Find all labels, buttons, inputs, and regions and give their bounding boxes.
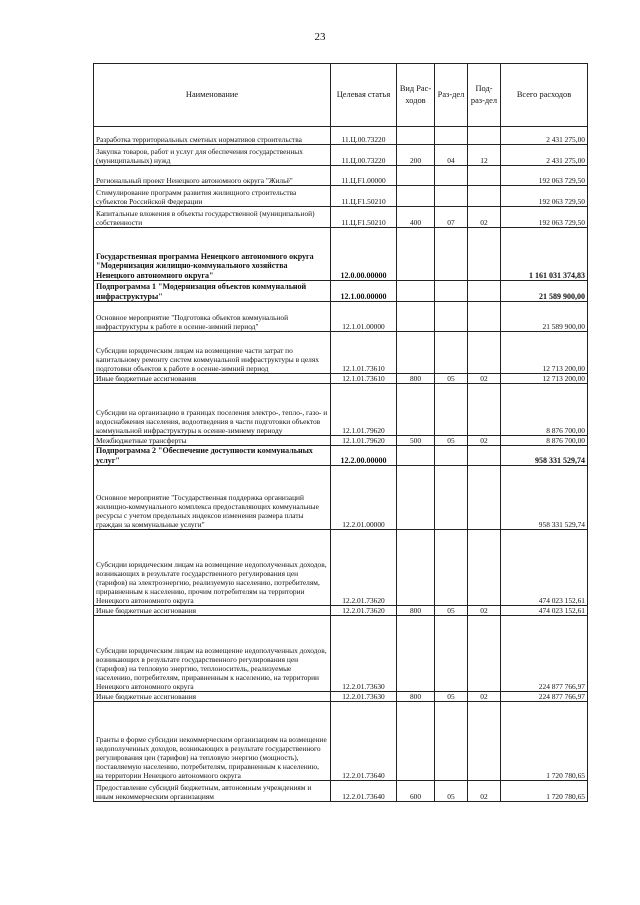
row-expense-type [397, 281, 435, 302]
row-amount: 8 876 700,00 [501, 384, 588, 436]
row-subsection: 02 [468, 436, 501, 446]
table-row [94, 228, 588, 281]
row-subsection [468, 446, 501, 466]
row-subsection [468, 302, 501, 332]
row-section: 05 [435, 374, 468, 384]
row-expense-type [397, 302, 435, 332]
row-expense-type [397, 127, 435, 145]
row-expense-type: 600 [397, 781, 435, 802]
row-amount: 21 589 900,00 [501, 281, 588, 302]
row-amount: 192 063 729,50 [501, 186, 588, 207]
row-target-article: 12.2.01.73620 [331, 606, 397, 616]
row-name: Межбюджетные трансферты [94, 436, 331, 446]
row-name: Подпрограмма 1 "Модернизация объектов коммунальной инфраструктуры" [94, 281, 331, 302]
table-row [94, 692, 588, 702]
row-target-article: 12.1.01.79620 [331, 436, 397, 446]
row-target-article: 12.2.00.00000 [331, 446, 397, 466]
row-target-article: 11.Ц.00.73220 [331, 145, 397, 166]
row-subsection [468, 166, 501, 186]
row-subsection [468, 228, 501, 281]
row-expense-type: 800 [397, 606, 435, 616]
row-target-article: 12.0.00.00000 [331, 228, 397, 281]
row-target-article: 11.Ц.F1.00000 [331, 166, 397, 186]
row-amount: 1 720 780,65 [501, 702, 588, 781]
row-name: Основное мероприятие "Государственная поддержка организаций жилищно-коммунального комплекса предоставляющих коммунальные ресурсы с учетом предельных индексов изменения размера платы граждан за коммунальные услуги" [94, 466, 331, 530]
row-subsection: 12 [468, 145, 501, 166]
row-subsection [468, 702, 501, 781]
row-expense-type: 500 [397, 436, 435, 446]
table-row [94, 145, 588, 166]
row-amount: 1 161 031 374,83 [501, 228, 588, 281]
row-target-article: 12.1.01.73610 [331, 332, 397, 374]
table-row [94, 302, 588, 332]
row-subsection: 02 [468, 207, 501, 228]
row-section: 07 [435, 207, 468, 228]
row-section: 05 [435, 436, 468, 446]
row-amount: 474 023 152,61 [501, 530, 588, 606]
row-name: Капитальные вложения в объекты государственной (муниципальной) собственности [94, 207, 331, 228]
row-name: Иные бюджетные ассигнования [94, 606, 331, 616]
row-name: Субсидии на организацию в границах поселения электро-, тепло-, газо- и водоснабжения населения, водоотведения в части подготовки объектов коммунальной инфраструктуры к осенне-зимнему периоду [94, 384, 331, 436]
row-subsection [468, 186, 501, 207]
row-target-article: 12.2.01.73640 [331, 702, 397, 781]
header-subsection: Под-раз-дел [468, 64, 501, 127]
table-row [94, 466, 588, 530]
row-section: 05 [435, 781, 468, 802]
row-section [435, 446, 468, 466]
header-expense-type: Вид Рас-ходов [397, 64, 435, 127]
row-subsection [468, 616, 501, 692]
row-subsection: 02 [468, 606, 501, 616]
row-expense-type: 400 [397, 207, 435, 228]
row-name: Субсидии юридическим лицам на возмещение части затрат по капитальному ремонту систем коммунальной инфраструктуры в целях подготовки объектов к работе в осенне-зимний период [94, 332, 331, 374]
table-row [94, 166, 588, 186]
row-expense-type [397, 186, 435, 207]
table-row [94, 446, 588, 466]
row-name: Стимулирование программ развития жилищного строительства субъектов Российской Федерации [94, 186, 331, 207]
table-row [94, 374, 588, 384]
table-row [94, 702, 588, 781]
row-name: Иные бюджетные ассигнования [94, 692, 331, 702]
page-number: 23 [314, 31, 326, 43]
row-section [435, 384, 468, 436]
row-target-article: 12.2.01.73640 [331, 781, 397, 802]
row-section [435, 127, 468, 145]
row-section [435, 530, 468, 606]
table-row [94, 207, 588, 228]
row-section [435, 281, 468, 302]
table-row [94, 281, 588, 302]
row-expense-type: 800 [397, 692, 435, 702]
row-name: Разработка территориальных сметных нормативов строительства [94, 127, 331, 145]
header-name: Наименование [94, 64, 331, 127]
row-amount: 224 877 766,97 [501, 692, 588, 702]
row-target-article: 12.1.00.00000 [331, 281, 397, 302]
row-expense-type [397, 616, 435, 692]
row-amount: 958 331 529,74 [501, 446, 588, 466]
row-target-article: 12.1.01.00000 [331, 302, 397, 332]
row-subsection [468, 332, 501, 374]
row-amount: 192 063 729,50 [501, 207, 588, 228]
row-target-article: 11.Ц.F1.50210 [331, 207, 397, 228]
row-amount: 224 877 766,97 [501, 616, 588, 692]
row-amount: 192 063 729,50 [501, 166, 588, 186]
row-section [435, 228, 468, 281]
row-amount: 474 023 152,61 [501, 606, 588, 616]
row-target-article: 12.1.01.79620 [331, 384, 397, 436]
row-expense-type: 800 [397, 374, 435, 384]
row-amount: 2 431 275,00 [501, 127, 588, 145]
row-amount: 1 720 780,65 [501, 781, 588, 802]
row-subsection [468, 127, 501, 145]
row-name: Иные бюджетные ассигнования [94, 374, 331, 384]
row-subsection: 02 [468, 374, 501, 384]
row-target-article: 12.2.01.00000 [331, 466, 397, 530]
row-target-article: 12.2.01.73630 [331, 616, 397, 692]
table-row [94, 384, 588, 436]
row-name: Подпрограмма 2 "Обеспечение доступности коммунальных услуг" [94, 446, 331, 466]
row-name: Основное мероприятие "Подготовка объектов коммунальной инфраструктуры к работе в осенне-зимний период" [94, 302, 331, 332]
row-section: 05 [435, 692, 468, 702]
row-expense-type [397, 384, 435, 436]
header-total-expenses: Всего расходов [501, 64, 588, 127]
table-row [94, 436, 588, 446]
row-target-article: 11.Ц.00.73220 [331, 127, 397, 145]
row-section [435, 616, 468, 692]
table-row [94, 127, 588, 145]
expenditure-table [93, 63, 588, 802]
row-amount: 8 876 700,00 [501, 436, 588, 446]
row-expense-type [397, 332, 435, 374]
row-name: Государственная программа Ненецкого автономного округа "Модернизация жилищно-коммунального хозяйства Ненецкого автономного округа" [94, 228, 331, 281]
row-section: 05 [435, 606, 468, 616]
row-expense-type [397, 166, 435, 186]
row-target-article: 11.Ц.F1.50210 [331, 186, 397, 207]
table-row [94, 616, 588, 692]
row-amount: 2 431 275,00 [501, 145, 588, 166]
table-row [94, 606, 588, 616]
table-row [94, 781, 588, 802]
row-target-article: 12.2.01.73630 [331, 692, 397, 702]
row-subsection: 02 [468, 781, 501, 802]
row-expense-type [397, 702, 435, 781]
row-target-article: 12.2.01.73620 [331, 530, 397, 606]
table-row [94, 530, 588, 606]
row-amount: 12 713 200,00 [501, 332, 588, 374]
header-section: Раз-дел [435, 64, 468, 127]
row-section [435, 166, 468, 186]
row-expense-type [397, 466, 435, 530]
row-subsection [468, 530, 501, 606]
row-name: Субсидии юридическим лицам на возмещение недополученных доходов, возникающих в результате государственного регулирования цен (тарифов) на тепловую энергию, теплоноситель, реализуемые населению, потребителям, приравненным к населению, на территории Ненецкого автономного округа [94, 616, 331, 692]
row-section [435, 186, 468, 207]
table-row [94, 186, 588, 207]
row-subsection: 02 [468, 692, 501, 702]
row-subsection [468, 466, 501, 530]
row-name: Гранты в форме субсидии некоммерческим организациям на возмещение недополученных доходов, возникающих в результате государственного регулирования цен (тарифов) на тепловую энергию (мощность), поставляемую населению, потребителям, приравненным к населению, на территории Ненецкого автономного округа [94, 702, 331, 781]
row-name: Предоставление субсидий бюджетным, автономным учреждениям и иным некоммерческим организациям [94, 781, 331, 802]
row-expense-type [397, 530, 435, 606]
row-expense-type: 200 [397, 145, 435, 166]
row-subsection [468, 281, 501, 302]
row-name: Субсидии юридическим лицам на возмещение недополученных доходов, возникающих в результате государственного регулирования цен (тарифов) на электроэнергию, реализуемую населению, потребителям, приравненным к населению, прочим потребителям на территории Ненецкого автономного округа [94, 530, 331, 606]
row-amount: 21 589 900,00 [501, 302, 588, 332]
row-section [435, 302, 468, 332]
table-header-row [94, 64, 588, 127]
row-name: Региональный проект Ненецкого автономного округа "Жильё" [94, 166, 331, 186]
header-target-article: Целевая статья [331, 64, 397, 127]
row-amount: 12 713 200,00 [501, 374, 588, 384]
row-section [435, 702, 468, 781]
row-target-article: 12.1.01.73610 [331, 374, 397, 384]
row-expense-type [397, 446, 435, 466]
row-section [435, 466, 468, 530]
row-section: 04 [435, 145, 468, 166]
table-row [94, 332, 588, 374]
row-subsection [468, 384, 501, 436]
row-section [435, 332, 468, 374]
row-expense-type [397, 228, 435, 281]
row-name: Закупка товаров, работ и услуг для обеспечения государственных (муниципальных) нужд [94, 145, 331, 166]
row-amount: 958 331 529,74 [501, 466, 588, 530]
